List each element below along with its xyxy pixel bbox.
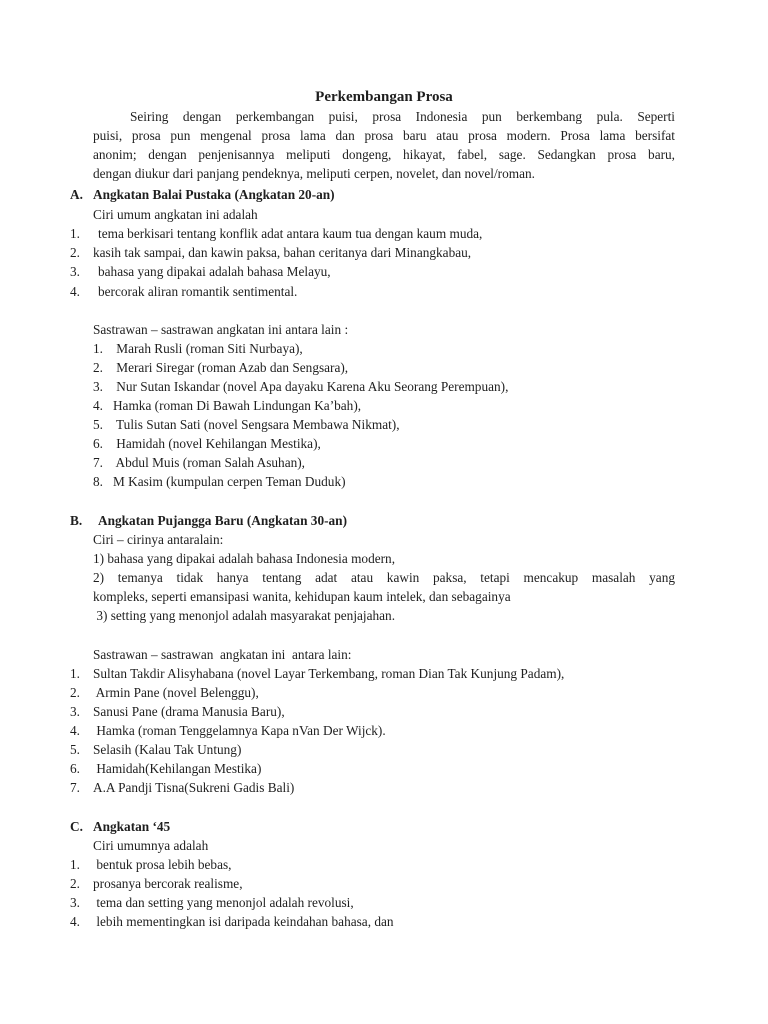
section-a-ciri-intro: Ciri umum angkatan ini adalah bbox=[93, 207, 258, 222]
section-a-sastrawan-intro: Sastrawan – sastrawan angkatan ini antara lain : bbox=[93, 322, 349, 337]
list-number: 1. bbox=[70, 226, 80, 241]
list-number: 1. bbox=[70, 666, 80, 681]
ciri-item: 1) bahasa yang dipakai adalah bahasa Indonesia modern, bbox=[93, 551, 396, 566]
intro-line-3: anonim; dengan penjenisannya meliputi dongeng, hikayat, fabel, sage. Sedangkan prosa baru, bbox=[93, 147, 675, 162]
list-item: prosanya bercorak realisme, bbox=[93, 876, 243, 891]
list-item: bercorak aliran romantik sentimental. bbox=[98, 284, 298, 299]
list-item: Hamka (roman Tenggelamnya Kapa nVan Der Wijck). bbox=[93, 723, 386, 738]
list-item: Sanusi Pane (drama Manusia Baru), bbox=[93, 704, 285, 719]
sastrawan-item: 8. M Kasim (kumpulan cerpen Teman Duduk) bbox=[93, 474, 346, 489]
list-item: lebih mementingkan isi daripada keindahan bahasa, dan bbox=[93, 914, 394, 929]
section-a-heading: Angkatan Balai Pustaka (Angkatan 20-an) bbox=[93, 187, 335, 202]
list-item: bahasa yang dipakai adalah bahasa Melayu, bbox=[98, 264, 331, 279]
list-item: Sultan Takdir Alisyhabana (novel Layar Terkembang, roman Dian Tak Kunjung Padam), bbox=[93, 666, 565, 681]
sastrawan-item: 4. Hamka (roman Di Bawah Lindungan Ka’bah), bbox=[93, 398, 362, 413]
sastrawan-item: 6. Hamidah (novel Kehilangan Mestika), bbox=[93, 436, 321, 451]
section-b-letter: B. bbox=[70, 513, 83, 528]
section-b-sastrawan-intro: Sastrawan – sastrawan angkatan ini antara lain: bbox=[93, 647, 352, 662]
page-title: Perkembangan Prosa bbox=[315, 89, 453, 105]
intro-line-2: puisi, prosa pun mengenal prosa lama dan prosa baru atau prosa modern. Prosa lama bersifat bbox=[93, 128, 675, 143]
ciri-item: kompleks, seperti emansipasi wanita, kehidupan kaum intelek, dan sebagainya bbox=[93, 589, 511, 604]
section-c-letter: C. bbox=[70, 819, 83, 834]
sastrawan-item: 3. Nur Sutan Iskandar (novel Apa dayaku Karena Aku Seorang Perempuan), bbox=[93, 379, 509, 394]
list-number: 2. bbox=[70, 245, 80, 260]
list-number: 3. bbox=[70, 895, 80, 910]
list-number: 6. bbox=[70, 761, 80, 776]
list-item: kasih tak sampai, dan kawin paksa, bahan ceritanya dari Minangkabau, bbox=[93, 245, 472, 260]
list-number: 7. bbox=[70, 780, 80, 795]
section-c-ciri-intro: Ciri umumnya adalah bbox=[93, 838, 209, 853]
section-a-letter: A. bbox=[70, 187, 83, 202]
section-b-ciri-intro: Ciri – cirinya antaralain: bbox=[93, 532, 224, 547]
list-number: 2. bbox=[70, 685, 80, 700]
list-number: 4. bbox=[70, 914, 80, 929]
list-item: tema berkisari tentang konflik adat antara kaum tua dengan kaum muda, bbox=[98, 226, 483, 241]
list-number: 1. bbox=[70, 857, 80, 872]
sastrawan-item: 7. Abdul Muis (roman Salah Asuhan), bbox=[93, 455, 305, 470]
sastrawan-item: 5. Tulis Sutan Sati (novel Sengsara Membawa Nikmat), bbox=[93, 417, 400, 432]
list-number: 4. bbox=[70, 723, 80, 738]
section-c-heading: Angkatan ‘45 bbox=[93, 819, 171, 834]
list-number: 3. bbox=[70, 264, 80, 279]
list-item: Selasih (Kalau Tak Untung) bbox=[93, 742, 242, 757]
list-item: bentuk prosa lebih bebas, bbox=[93, 857, 232, 872]
list-item: Hamidah(Kehilangan Mestika) bbox=[93, 761, 262, 776]
list-number: 3. bbox=[70, 704, 80, 719]
list-number: 2. bbox=[70, 876, 80, 891]
section-b-heading: Angkatan Pujangga Baru (Angkatan 30-an) bbox=[98, 513, 347, 528]
list-number: 5. bbox=[70, 742, 80, 757]
list-item: Armin Pane (novel Belenggu), bbox=[93, 685, 259, 700]
ciri-item: 2) temanya tidak hanya tentang adat atau kawin paksa, tetapi mencakup masalah yang bbox=[93, 570, 675, 585]
intro-line-1: Seiring dengan perkembangan puisi, prosa Indonesia pun berkembang pula. Seperti bbox=[130, 109, 675, 124]
sastrawan-item: 2. Merari Siregar (roman Azab dan Sengsara), bbox=[93, 360, 349, 375]
list-item: A.A Pandji Tisna(Sukreni Gadis Bali) bbox=[93, 780, 295, 795]
intro-line-4: dengan diukur dari panjang pendeknya, meliputi cerpen, novelet, dan novel/roman. bbox=[93, 166, 535, 181]
sastrawan-item: 1. Marah Rusli (roman Siti Nurbaya), bbox=[93, 341, 303, 356]
list-number: 4. bbox=[70, 284, 80, 299]
list-item: tema dan setting yang menonjol adalah revolusi, bbox=[93, 895, 354, 910]
ciri-item: 3) setting yang menonjol adalah masyarakat penjajahan. bbox=[93, 608, 396, 623]
